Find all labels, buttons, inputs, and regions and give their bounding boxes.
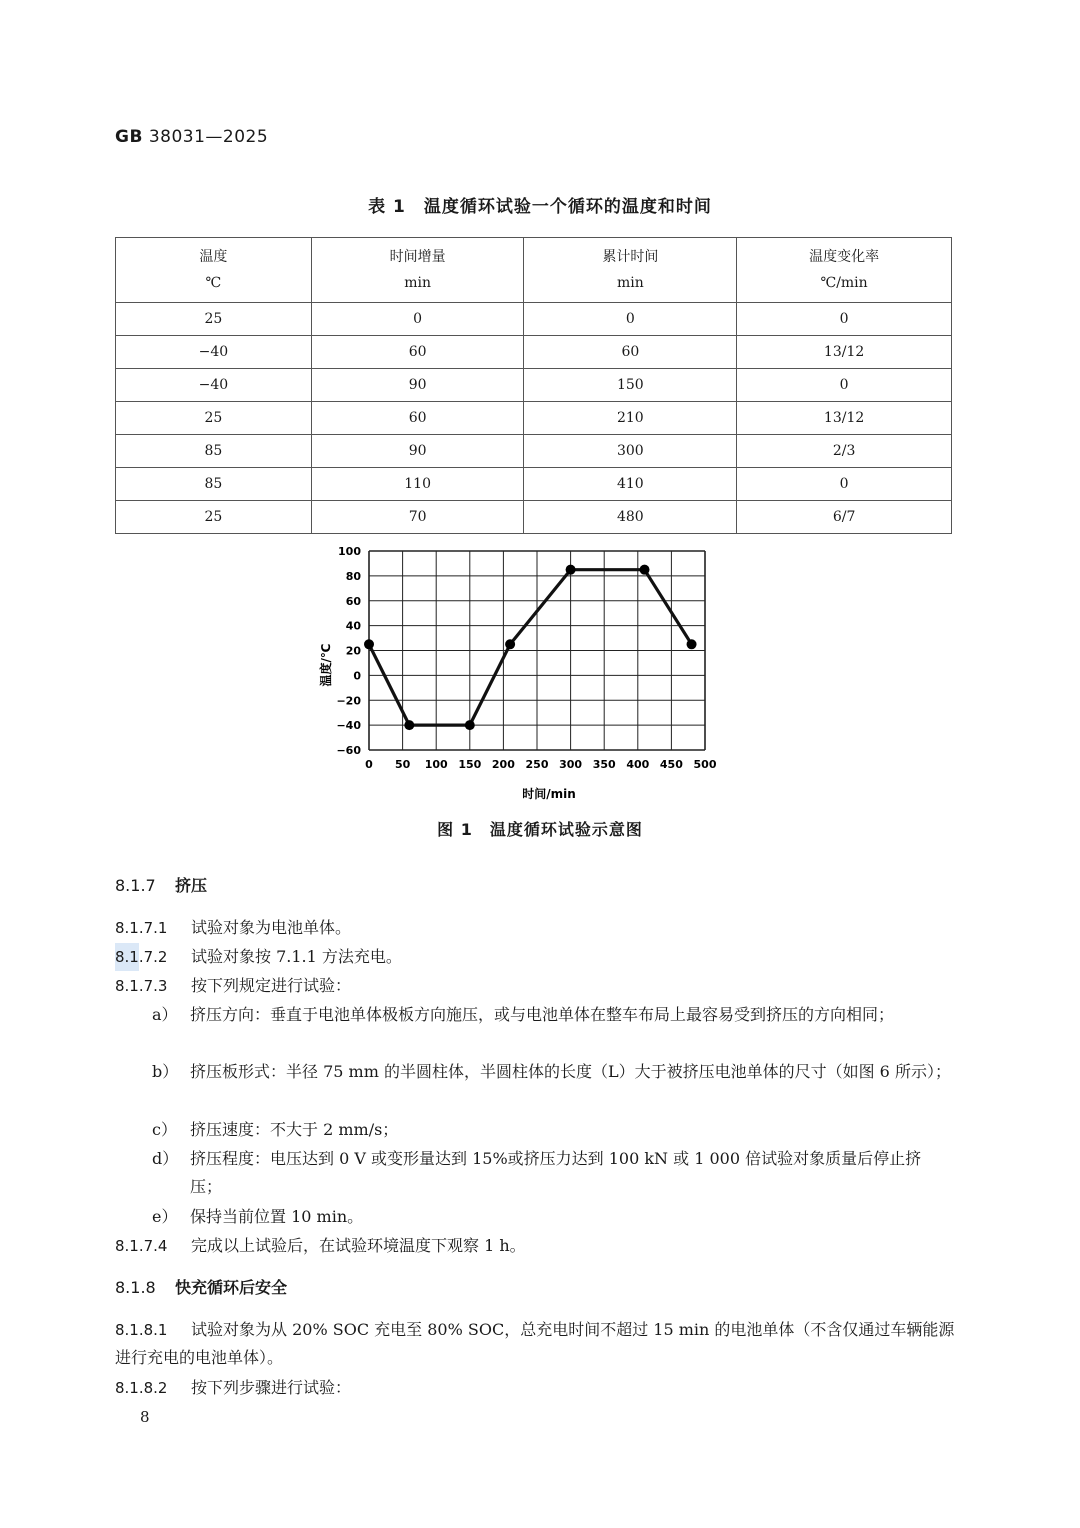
- list-item: e） 保持当前位置 10 min。: [152, 1207, 364, 1226]
- x-tick-label: 150: [458, 758, 482, 771]
- y-tick-label: 20: [345, 644, 361, 658]
- y-tick-label: −60: [336, 744, 361, 757]
- table-caption: 表 1 温度循环试验一个循环的温度和时间: [368, 197, 712, 217]
- table-cell: 0: [737, 369, 952, 402]
- x-tick-label: 350: [592, 758, 616, 771]
- y-tick-label: −20: [336, 694, 361, 708]
- series-line: [369, 570, 692, 725]
- table-row: [116, 336, 952, 369]
- x-tick-label: 50: [394, 758, 411, 771]
- paragraph: 8.1.7.3 按下列规定进行试验：: [115, 976, 352, 995]
- table-cell: 70: [311, 501, 524, 534]
- y-tick-label: 0: [353, 669, 361, 683]
- table-row: [116, 501, 952, 534]
- figure-caption: 图 1 温度循环试验示意图: [437, 820, 643, 839]
- table-cell: −40: [116, 336, 312, 369]
- x-tick-label: 100: [424, 758, 448, 771]
- table-cell: 480: [524, 501, 737, 534]
- table-cell: 150: [524, 369, 737, 402]
- table-cell: 85: [116, 435, 312, 468]
- table-cell: 90: [311, 369, 524, 402]
- table-cell: 25: [116, 501, 312, 534]
- x-axis-label: 时间/min: [522, 787, 576, 801]
- paragraph: 8.1.8.1 试验对象为从 20% SOC 充电至 80% SOC，总充电时间不超过 15 min 的电池单体（不含仅通过车辆能源进行充电的电池单体）。: [115, 1320, 955, 1367]
- table-cell: 410: [524, 468, 737, 501]
- table-cell: 110: [311, 468, 524, 501]
- x-tick-label: 500: [693, 758, 717, 771]
- table-cell: 85: [116, 468, 312, 501]
- data-point: [505, 639, 515, 649]
- x-tick-label: 250: [525, 758, 549, 771]
- table-cell: 210: [524, 402, 737, 435]
- temperature-cycle-chart: [300, 540, 740, 805]
- table-cell: 13/12: [737, 402, 952, 435]
- data-point: [640, 565, 650, 575]
- x-tick-labels: [365, 758, 717, 771]
- paragraph: 8.1.8.2 按下列步骤进行试验：: [115, 1378, 352, 1397]
- y-axis-label: 温度/℃: [319, 643, 333, 687]
- list-item: a） 挤压方向：垂直于电池单体极板方向施压，或与电池单体在整车布局上最容易受到挤压的方向相同；: [152, 1005, 895, 1024]
- list-item: c） 挤压速度：不大于 2 mm/s；: [152, 1120, 399, 1139]
- x-tick-label: 400: [626, 758, 650, 771]
- table-cell: 60: [524, 336, 737, 369]
- paragraph: 8.1.7.4 完成以上试验后，在试验环境温度下观察 1 h。: [115, 1236, 526, 1255]
- table-cell: 0: [737, 303, 952, 336]
- x-tick-label: 200: [491, 758, 515, 771]
- x-tick-label: 450: [659, 758, 683, 771]
- table-cell: 25: [116, 303, 312, 336]
- y-tick-label: 100: [338, 545, 361, 558]
- table-cell: −40: [116, 369, 312, 402]
- temperature-cycle-table: [115, 237, 952, 534]
- data-point: [404, 720, 414, 730]
- table-cell: 90: [311, 435, 524, 468]
- y-tick-label: −40: [336, 719, 361, 733]
- data-point: [687, 639, 697, 649]
- list-item: d） 挤压程度：电压达到 0 V 或变形量达到 15%或挤压力达到 100 kN 或 1 000 倍试验对象质量后停止挤压；: [152, 1149, 922, 1196]
- list-item: b） 挤压板形式：半径 75 mm 的半圆柱体，半圆柱体的长度（L）大于被挤压电池单体的尺寸（如图 6 所示）；: [152, 1062, 951, 1081]
- data-point: [465, 720, 475, 730]
- table-row: [116, 369, 952, 402]
- table-row: [116, 435, 952, 468]
- table-cell: 25: [116, 402, 312, 435]
- column-header: 时间增量 min: [311, 238, 524, 303]
- table-row: [116, 402, 952, 435]
- y-tick-label: 80: [345, 569, 361, 583]
- paragraph: 8.1.7.1 试验对象为电池单体。: [115, 918, 352, 937]
- table-row: [116, 468, 952, 501]
- data-point: [566, 565, 576, 575]
- x-tick-label: 300: [559, 758, 583, 771]
- column-header: 累计时间 min: [524, 238, 737, 303]
- column-header: 温度变化率 ℃/min: [737, 238, 952, 303]
- table-cell: 300: [524, 435, 737, 468]
- x-tick-label: 0: [365, 758, 373, 771]
- data-point: [364, 639, 374, 649]
- y-tick-labels: [336, 545, 361, 757]
- table-cell: 60: [311, 402, 524, 435]
- paragraph: 8.1.7.2 试验对象按 7.1.1 方法充电。: [115, 943, 955, 971]
- y-tick-label: 40: [345, 619, 361, 633]
- section-heading: 8.1.8 快充循环后安全: [115, 1278, 288, 1297]
- table-cell: 2/3: [737, 435, 952, 468]
- table-cell: 13/12: [737, 336, 952, 369]
- table-row: [116, 303, 952, 336]
- chart-grid: [369, 551, 705, 750]
- y-tick-label: 60: [345, 594, 361, 608]
- page-number: 8: [140, 1408, 150, 1426]
- table-cell: 6/7: [737, 501, 952, 534]
- column-header: 温度 ℃: [116, 238, 312, 303]
- table-cell: 60: [311, 336, 524, 369]
- table-cell: 0: [311, 303, 524, 336]
- section-heading: 8.1.7 挤压: [115, 876, 208, 895]
- standard-number: GB 38031—2025: [115, 127, 269, 147]
- data-points: [364, 565, 697, 730]
- table-cell: 0: [524, 303, 737, 336]
- table-cell: 0: [737, 468, 952, 501]
